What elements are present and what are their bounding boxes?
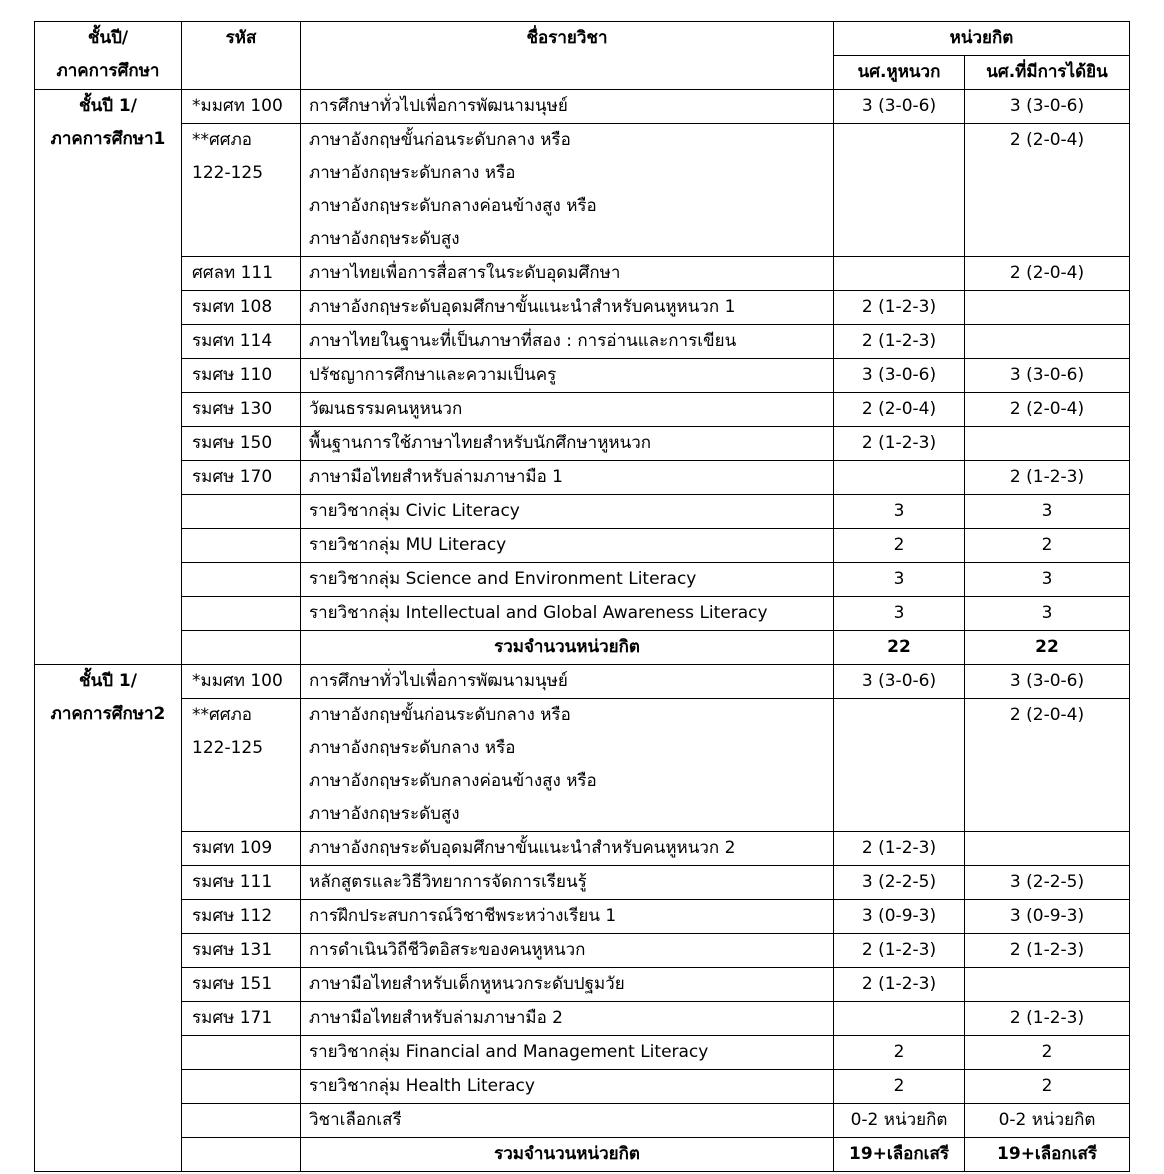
- course-name: [301, 427, 834, 461]
- table-row: [35, 257, 1130, 291]
- credits-hearing-value: 2 (1-2-3): [1009, 467, 1085, 487]
- course-name: [301, 563, 834, 597]
- course-code: [182, 1104, 301, 1138]
- header-course-name: ชื่อรายวิชา: [301, 22, 834, 90]
- credits-hearing-value: 2: [1041, 535, 1053, 555]
- course-name: [301, 359, 834, 393]
- credits-hearing-value: 2 (2-0-4): [1009, 399, 1085, 419]
- credits-deaf: [834, 124, 965, 257]
- credits-deaf-value: 2 (2-0-4): [861, 399, 937, 419]
- course-name: [301, 934, 834, 968]
- credits-deaf: [834, 291, 965, 325]
- credits-hearing-value: 2 (1-2-3): [1009, 1008, 1085, 1028]
- course-name: [301, 1104, 834, 1138]
- total-label-text: รวมจำนวนหน่วยกิต: [494, 1144, 640, 1164]
- credits-hearing: [965, 597, 1130, 631]
- course-code-line: รมศษ 110: [192, 365, 273, 385]
- credits-hearing-value: 2 (1-2-3): [1009, 940, 1085, 960]
- credits-deaf: [834, 832, 965, 866]
- course-code: [182, 359, 301, 393]
- credits-deaf-value: 3: [893, 569, 905, 589]
- course-code: [182, 1002, 301, 1036]
- credits-deaf: [834, 495, 965, 529]
- credits-deaf: [834, 934, 965, 968]
- credits-hearing-value: [973, 427, 1121, 460]
- credits-hearing: [965, 1104, 1130, 1138]
- course-code: [182, 597, 301, 631]
- credits-deaf: [834, 1104, 965, 1138]
- course-name: [301, 461, 834, 495]
- credits-hearing: [965, 495, 1130, 529]
- credits-deaf: [834, 665, 965, 699]
- credits-deaf: [834, 866, 965, 900]
- course-name-line: ภาษามือไทยสำหรับเด็กหูหนวกระดับปฐมวัย: [309, 974, 625, 994]
- credits-deaf-value: [842, 124, 956, 157]
- course-code-line: 122-125: [192, 163, 264, 183]
- table-row: [35, 1036, 1130, 1070]
- total-code-blank: [182, 631, 301, 665]
- course-code-line: รมศษ 151: [192, 974, 273, 994]
- credits-hearing-value: [973, 291, 1121, 324]
- table-row: [35, 1070, 1130, 1104]
- course-name-line: การดำเนินวิถีชีวิตอิสระของคนหูหนวก: [309, 940, 586, 960]
- header-code: รหัส: [182, 22, 301, 90]
- course-code: [182, 427, 301, 461]
- course-name: [301, 1036, 834, 1070]
- course-code-line: รมศษ 111: [192, 872, 273, 892]
- credits-hearing-value: 3: [1041, 501, 1053, 521]
- credits-hearing: [965, 325, 1130, 359]
- credits-hearing-value: [973, 832, 1121, 865]
- credits-deaf-value: 3 (0-9-3): [861, 906, 937, 926]
- course-code: [182, 461, 301, 495]
- table-row: [35, 124, 1130, 257]
- credits-deaf-value: [842, 699, 956, 732]
- credits-deaf-value: 2: [893, 1042, 905, 1062]
- credits-deaf-value: 2: [893, 1076, 905, 1096]
- credits-deaf-value: 3 (2-2-5): [861, 872, 937, 892]
- credits-deaf: [834, 325, 965, 359]
- semester-label: [35, 665, 182, 1172]
- table-row: [35, 968, 1130, 1002]
- course-name-line: รายวิชากลุ่ม Health Literacy: [309, 1076, 535, 1096]
- course-code: [182, 900, 301, 934]
- credits-hearing: [965, 427, 1130, 461]
- course-name-line: วัฒนธรรมคนหูหนวก: [309, 399, 463, 419]
- credits-hearing: [965, 1002, 1130, 1036]
- credits-hearing-value: 2: [1041, 1042, 1053, 1062]
- semester-label-line: ภาคการศึกษา1: [50, 129, 166, 149]
- credits-deaf-value: [842, 461, 956, 494]
- course-code: [182, 393, 301, 427]
- credits-deaf-value: [842, 257, 956, 290]
- course-name: [301, 529, 834, 563]
- total-row: [35, 1138, 1130, 1172]
- course-name-line: รายวิชากลุ่ม Financial and Management Literacy: [309, 1042, 709, 1062]
- course-code: [182, 257, 301, 291]
- credits-deaf: [834, 393, 965, 427]
- semester-label-line: ชั้นปี 1/: [79, 96, 137, 116]
- course-name: [301, 866, 834, 900]
- credits-hearing: [965, 665, 1130, 699]
- credits-hearing-value: 0-2 หน่วยกิต: [998, 1110, 1096, 1130]
- total-label: [301, 1138, 834, 1172]
- course-name-line: ภาษาอังกฤษระดับอุดมศึกษาขั้นแนะนำสำหรับคนหูหนวก 1: [309, 297, 736, 317]
- credits-hearing-value: 3 (2-2-5): [1009, 872, 1085, 892]
- course-code: [182, 866, 301, 900]
- course-name: [301, 90, 834, 124]
- credits-hearing: [965, 257, 1130, 291]
- course-name: [301, 124, 834, 257]
- course-name-line: ภาษาอังกฤษระดับสูง: [309, 804, 460, 824]
- course-code-line: [192, 1070, 292, 1103]
- course-code: [182, 665, 301, 699]
- course-name-line: ภาษาอังกฤษระดับสูง: [309, 229, 460, 249]
- course-code-line: [192, 1036, 292, 1069]
- table-row: [35, 359, 1130, 393]
- course-name-line: ภาษาอังกฤษขั้นก่อนระดับกลาง หรือ: [309, 705, 571, 725]
- course-name-line: ปรัชญาการศึกษาและความเป็นครู: [309, 365, 557, 385]
- credits-hearing: [965, 1070, 1130, 1104]
- credits-hearing-value: 2 (2-0-4): [1009, 263, 1085, 283]
- table-row: [35, 325, 1130, 359]
- course-name: [301, 699, 834, 832]
- course-code-line: รมศษ 131: [192, 940, 273, 960]
- credits-hearing-value: 3 (0-9-3): [1009, 906, 1085, 926]
- credits-deaf: [834, 529, 965, 563]
- credits-deaf-value: 2 (1-2-3): [861, 974, 937, 994]
- credits-deaf-value: 0-2 หน่วยกิต: [850, 1110, 948, 1130]
- table-row: [35, 1104, 1130, 1138]
- total-row: [35, 631, 1130, 665]
- header-year-semester: ชั้นปี/ ภาคการศึกษา: [35, 22, 182, 90]
- credits-deaf: [834, 1070, 965, 1104]
- credits-hearing-value: 3: [1041, 603, 1053, 623]
- course-name-line: การฝึกประสบการณ์วิชาชีพระหว่างเรียน 1: [309, 906, 617, 926]
- course-name: [301, 968, 834, 1002]
- credits-deaf-value: 2 (1-2-3): [861, 838, 937, 858]
- course-name-line: ภาษามือไทยสำหรับล่ามภาษามือ 2: [309, 1008, 563, 1028]
- table-row: [35, 529, 1130, 563]
- table-row: [35, 495, 1130, 529]
- credits-hearing: [965, 900, 1130, 934]
- course-code-line: รมศษ 150: [192, 433, 273, 453]
- credits-deaf-value: [842, 1002, 956, 1035]
- course-name: [301, 597, 834, 631]
- credits-hearing: [965, 291, 1130, 325]
- course-code-line: รมศษ 130: [192, 399, 273, 419]
- total-label-text: รวมจำนวนหน่วยกิต: [494, 637, 640, 657]
- table-row: [35, 866, 1130, 900]
- table-row: [35, 461, 1130, 495]
- course-code-line: [192, 563, 292, 596]
- total-hearing-value: 19+เลือกเสรี: [997, 1144, 1097, 1164]
- credits-deaf: [834, 563, 965, 597]
- credits-deaf: [834, 968, 965, 1002]
- course-code: [182, 495, 301, 529]
- curriculum-table: [34, 21, 1130, 1172]
- course-name-line: วิชาเลือกเสรี: [309, 1110, 402, 1130]
- credits-hearing: [965, 124, 1130, 257]
- credits-hearing: [965, 393, 1130, 427]
- credits-deaf-value: 2: [893, 535, 905, 555]
- course-name-line: รายวิชากลุ่ม Science and Environment Literacy: [309, 569, 697, 589]
- credits-deaf: [834, 1036, 965, 1070]
- credits-deaf: [834, 1002, 965, 1036]
- course-name-line: รายวิชากลุ่ม Civic Literacy: [309, 501, 520, 521]
- credits-deaf-value: 3 (3-0-6): [861, 96, 937, 116]
- semester-label-line: ภาคการศึกษา2: [50, 704, 166, 724]
- course-code-line: **ศศภอ: [192, 705, 252, 725]
- course-name-line: ภาษาอังกฤษระดับกลาง หรือ: [309, 738, 516, 758]
- course-name: [301, 325, 834, 359]
- course-name: [301, 393, 834, 427]
- course-code-line: รมศท 109: [192, 838, 273, 858]
- course-name-line: ภาษาไทยเพื่อการสื่อสารในระดับอุดมศึกษา: [309, 263, 621, 283]
- credits-hearing: [965, 563, 1130, 597]
- credits-hearing: [965, 934, 1130, 968]
- credits-hearing: [965, 968, 1130, 1002]
- course-code-line: ศศลท 111: [192, 263, 274, 283]
- course-code: [182, 968, 301, 1002]
- credits-hearing: [965, 90, 1130, 124]
- course-name-line: ภาษาอังกฤษระดับกลาง หรือ: [309, 163, 516, 183]
- course-code-line: รมศษ 171: [192, 1008, 273, 1028]
- table-row: [35, 699, 1130, 832]
- table-row: [35, 832, 1130, 866]
- credits-deaf: [834, 461, 965, 495]
- credits-deaf: [834, 699, 965, 832]
- table-row: [35, 90, 1130, 124]
- course-name: [301, 291, 834, 325]
- credits-deaf-value: 2 (1-2-3): [861, 331, 937, 351]
- table-row: [35, 665, 1130, 699]
- course-name: [301, 665, 834, 699]
- credits-deaf-value: 2 (1-2-3): [861, 940, 937, 960]
- course-name: [301, 257, 834, 291]
- table-row: [35, 900, 1130, 934]
- course-name-line: ภาษาอังกฤษขั้นก่อนระดับกลาง หรือ: [309, 130, 571, 150]
- table-row: [35, 934, 1130, 968]
- table-row: [35, 1002, 1130, 1036]
- header-credits: หน่วยกิต: [834, 22, 1130, 56]
- credits-hearing-value: 3 (3-0-6): [1009, 671, 1085, 691]
- course-name-line: ภาษาอังกฤษระดับกลางค่อนข้างสูง หรือ: [309, 196, 597, 216]
- course-name: [301, 1070, 834, 1104]
- credits-hearing: [965, 866, 1130, 900]
- credits-hearing-value: 3 (3-0-6): [1009, 96, 1085, 116]
- total-deaf: [834, 631, 965, 665]
- course-code: [182, 832, 301, 866]
- total-hearing-value: 22: [1035, 637, 1059, 657]
- course-name-line: หลักสูตรและวิธีวิทยาการจัดการเรียนรู้: [309, 872, 587, 892]
- credits-deaf-value: 3: [893, 603, 905, 623]
- course-code-line: [192, 495, 292, 528]
- course-code-line: รมศษ 112: [192, 906, 273, 926]
- course-code-line: *มมศท 100: [192, 96, 283, 116]
- table-body: [35, 90, 1130, 1172]
- credits-hearing-value: [973, 968, 1121, 1001]
- credits-hearing: [965, 832, 1130, 866]
- course-name: [301, 832, 834, 866]
- credits-deaf: [834, 257, 965, 291]
- course-code: [182, 1070, 301, 1104]
- total-code-blank: [182, 1138, 301, 1172]
- table-row: [35, 393, 1130, 427]
- course-code: [182, 563, 301, 597]
- credits-deaf: [834, 359, 965, 393]
- table-row: [35, 427, 1130, 461]
- credits-deaf: [834, 427, 965, 461]
- course-name-line: พื้นฐานการใช้ภาษาไทยสำหรับนักศึกษาหูหนวก: [309, 433, 652, 453]
- course-name-line: ภาษาอังกฤษระดับกลางค่อนข้างสูง หรือ: [309, 771, 597, 791]
- course-code-line: **ศศภอ: [192, 130, 252, 150]
- course-code: [182, 699, 301, 832]
- course-name: [301, 1002, 834, 1036]
- course-code-line: [192, 529, 292, 562]
- course-code: [182, 1036, 301, 1070]
- course-name-line: รายวิชากลุ่ม Intellectual and Global Awareness Literacy: [309, 603, 768, 623]
- credits-hearing: [965, 461, 1130, 495]
- course-name-line: ภาษาอังกฤษระดับอุดมศึกษาขั้นแนะนำสำหรับคนหูหนวก 2: [309, 838, 736, 858]
- total-hearing: [965, 631, 1130, 665]
- credits-hearing: [965, 699, 1130, 832]
- semester-label: [35, 90, 182, 665]
- course-code-line: 122-125: [192, 738, 264, 758]
- course-code: [182, 529, 301, 563]
- credits-hearing: [965, 359, 1130, 393]
- credits-deaf-value: 3 (3-0-6): [861, 365, 937, 385]
- credits-hearing-value: [973, 325, 1121, 358]
- total-hearing: [965, 1138, 1130, 1172]
- course-code-line: รมศท 114: [192, 331, 273, 351]
- course-code: [182, 325, 301, 359]
- credits-deaf: [834, 900, 965, 934]
- credits-deaf-value: 2 (1-2-3): [861, 433, 937, 453]
- header-row: [35, 22, 1130, 56]
- course-name-line: ภาษาไทยในฐานะที่เป็นภาษาที่สอง : การอ่านและการเขียน: [309, 331, 737, 351]
- credits-hearing-value: 2 (2-0-4): [1009, 705, 1085, 725]
- course-code: [182, 90, 301, 124]
- course-code-line: [192, 1104, 292, 1137]
- credits-hearing: [965, 1036, 1130, 1070]
- course-name: [301, 495, 834, 529]
- total-deaf: [834, 1138, 965, 1172]
- course-code-line: รมศษ 170: [192, 467, 273, 487]
- total-deaf-value: 22: [887, 637, 911, 657]
- table-row: [35, 597, 1130, 631]
- table-row: [35, 563, 1130, 597]
- header-deaf: นศ.หูหนวก: [834, 56, 965, 90]
- semester-label-line: ชั้นปี 1/: [79, 671, 137, 691]
- credits-deaf: [834, 90, 965, 124]
- credits-hearing-value: 2 (2-0-4): [1009, 130, 1085, 150]
- course-code-line: *มมศท 100: [192, 671, 283, 691]
- credits-deaf: [834, 597, 965, 631]
- course-name-line: การศึกษาทั่วไปเพื่อการพัฒนามนุษย์: [309, 671, 568, 691]
- credits-hearing-value: 2: [1041, 1076, 1053, 1096]
- total-deaf-value: 19+เลือกเสรี: [849, 1144, 949, 1164]
- course-name: [301, 900, 834, 934]
- total-label: [301, 631, 834, 665]
- course-code-line: [192, 597, 292, 630]
- course-name-line: การศึกษาทั่วไปเพื่อการพัฒนามนุษย์: [309, 96, 568, 116]
- header-hearing: นศ.ที่มีการได้ยิน: [965, 56, 1130, 90]
- credits-deaf-value: 2 (1-2-3): [861, 297, 937, 317]
- course-code: [182, 934, 301, 968]
- course-name-line: รายวิชากลุ่ม MU Literacy: [309, 535, 507, 555]
- course-code: [182, 291, 301, 325]
- credits-deaf-value: 3 (3-0-6): [861, 671, 937, 691]
- credits-hearing-value: 3: [1041, 569, 1053, 589]
- course-name-line: ภาษามือไทยสำหรับล่ามภาษามือ 1: [309, 467, 563, 487]
- table-row: [35, 291, 1130, 325]
- credits-hearing: [965, 529, 1130, 563]
- course-code: [182, 124, 301, 257]
- course-code-line: รมศท 108: [192, 297, 273, 317]
- credits-deaf-value: 3: [893, 501, 905, 521]
- credits-hearing-value: 3 (3-0-6): [1009, 365, 1085, 385]
